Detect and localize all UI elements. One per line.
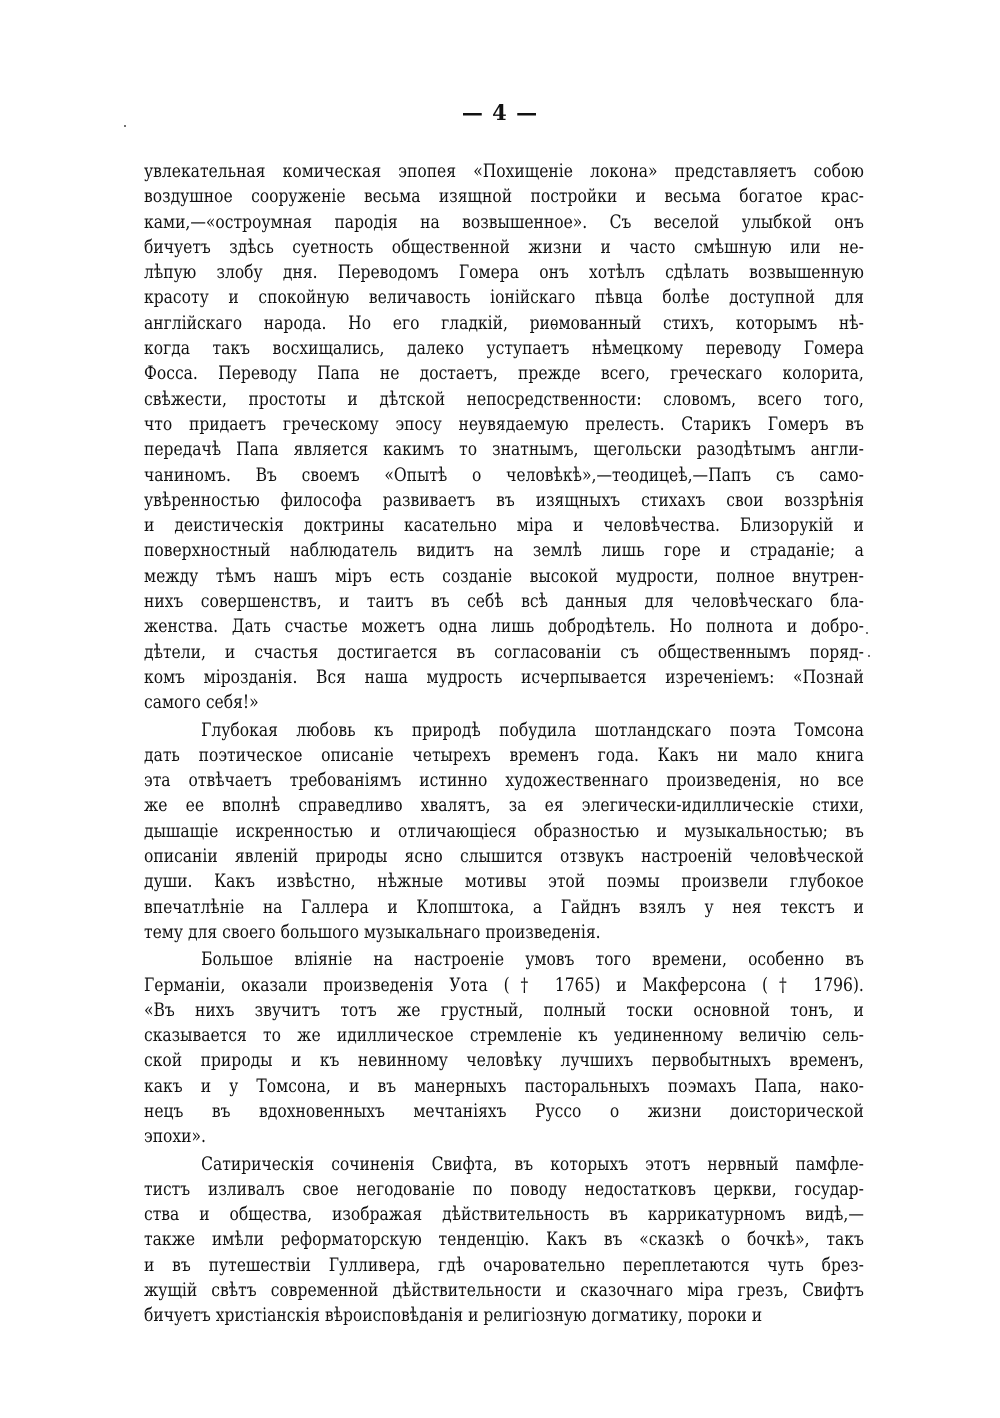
- text-line: красоту и спокойную величавость іонійскаго пѣвца болѣе доступной для: [144, 287, 864, 309]
- text-line: Большое вліяніе на настроеніе умовъ того времени, особенно въ: [201, 949, 864, 971]
- paragraph: [144, 718, 864, 946]
- text-line: ками,—«остроумная пародія на возвышенное». Съ веселой улыбкой онъ: [144, 211, 864, 233]
- text-line: «Въ нихъ звучитъ тотъ же грустный, полный тоски основной тонъ, и: [144, 999, 864, 1021]
- text-line: передачѣ Папа является какимъ то знатнымъ, щегольски разодѣтымъ англи-: [144, 439, 864, 461]
- text-line: сказывается то же идиллическое стремленіе къ уединенному величію сель-: [144, 1025, 864, 1047]
- text-line: самого себя!»: [144, 692, 259, 714]
- text-line: между тѣмъ нашъ міръ есть созданіе высокой мудрости, полное внутрен-: [144, 565, 864, 587]
- text-line: эпохи».: [144, 1126, 206, 1148]
- text-line: и деистическія доктрины касательно міра и человѣчества. Близорукій и: [144, 515, 864, 537]
- text-line: нецъ въ вдохновенныхъ мечтаніяхъ Руссо о жизни доисторической: [144, 1100, 864, 1122]
- text-line: комъ мірозданія. Вся наша мудрость исчерпывается изреченіемъ: «Познай: [144, 666, 864, 688]
- text-line: ской природы и къ невинному человѣку лучшихъ первобытныхъ временъ,: [144, 1050, 864, 1072]
- text-line: увѣренностью философа развиваетъ въ изящныхъ стихахъ свои воззрѣнія: [144, 489, 864, 511]
- page-number: — 4 —: [461, 100, 539, 125]
- text-line: нихъ совершенствъ, и таитъ въ себѣ всѣ данныя для человѣческаго бла-: [144, 591, 864, 613]
- text-block: [144, 159, 864, 1329]
- text-line: ства и общества, изображая дѣйствительность въ каррикатурномъ видѣ,—: [144, 1204, 864, 1226]
- text-line: жущій свѣтъ современной дѣйствительности и сказочнаго міра грезъ, Свифтъ: [144, 1280, 864, 1302]
- text-line: впечатлѣніе на Галлера и Клопштока, а Гайднъ взялъ у нея текстъ и: [144, 896, 864, 918]
- text-line: воздушное сооруженіе весьма изящной постройки и весьма богатое крас-: [144, 186, 864, 208]
- text-line: бичуетъ христіанскія вѣроисповѣданія и религіозную догматику, пороки и: [144, 1305, 763, 1327]
- text-line: какъ и у Томсона, и въ манерныхъ пасторальныхъ поэмахъ Папа, нако-: [144, 1075, 864, 1097]
- text-line: поверхностный наблюдатель видитъ на землѣ лишь горе и страданіе; а: [144, 540, 864, 562]
- text-line: Фосса. Переводу Папа не достаетъ, прежде всего, греческаго колорита,: [144, 363, 864, 385]
- text-line: свѣжести, простоты и дѣтской непосредственности: словомъ, всего того,: [144, 388, 864, 410]
- text-line: тистъ изливалъ свое негодованіе по поводу недостатковъ церкви, государ-: [144, 1178, 864, 1200]
- text-line: также имѣли реформаторскую тенденцію. Какъ въ «сказкѣ о бочкѣ», такъ: [144, 1229, 864, 1251]
- text-line: дышащіе искренностью и отличающіеся образностью и музыкальностью; въ: [144, 820, 864, 842]
- text-line: описаніи явленій природы ясно слышится отзвукъ настроеній человѣческой: [144, 846, 864, 868]
- text-line: же ее вполнѣ справедливо хвалятъ, за ея элегически-идиллическіе стихи,: [144, 795, 864, 817]
- text-line: Глубокая любовь къ природѣ побудила шотландскаго поэта Томсона: [201, 719, 864, 741]
- text-line: бичуетъ здѣсь суетность общественной жизни и часто смѣшную или не-: [144, 236, 864, 258]
- text-line: дать поэтическое описаніе четырехъ временъ года. Какъ ни мало книга: [144, 744, 864, 766]
- print-speck: [124, 125, 126, 127]
- text-line: Германіи, оказали произведенія Уота († 1765) и Макферсона († 1796).: [144, 974, 864, 996]
- text-line: дѣтели, и счастья достигается въ согласованіи съ общественнымъ поряд-: [144, 641, 864, 663]
- text-line: души. Какъ извѣстно, нѣжные мотивы этой поэмы произвели глубокое: [144, 871, 864, 893]
- text-line: женства. Дать счастье можетъ одна лишь добродѣтель. Но полнота и добро-: [144, 616, 864, 638]
- print-speck: [866, 632, 868, 634]
- paragraph: [144, 947, 864, 1149]
- text-line: когда такъ восхищались, далеко уступаетъ нѣмецкому переводу Гомера: [144, 338, 864, 360]
- text-line: лѣпую злобу дня. Переводомъ Гомера онъ хотѣлъ сдѣлать возвышенную: [144, 262, 864, 284]
- text-line: что придаетъ греческому эпосу неувядаемую прелесть. Старикъ Гомеръ въ: [144, 413, 864, 435]
- text-line: англійскаго народа. Но его гладкій, риѳмованный стихъ, которымъ нѣ-: [144, 312, 864, 334]
- paragraph: [144, 159, 864, 716]
- print-speck: [868, 655, 870, 657]
- text-line: тему для своего большого музыкальнаго произведенія.: [144, 921, 601, 943]
- text-line: Сатирическія сочиненія Свифта, въ которыхъ этотъ нервный памфле-: [201, 1153, 864, 1175]
- paragraph: [144, 1152, 864, 1329]
- text-line: чаниномъ. Въ своемъ «Опытѣ о человѣкѣ»,—теодицеѣ,—Папъ съ само-: [144, 464, 864, 486]
- text-line: и въ путешествіи Гулливера, гдѣ очаровательно переплетаются чуть брез-: [144, 1254, 864, 1276]
- text-line: увлекательная комическая эпопея «Похищеніе локона» представляетъ собою: [144, 161, 864, 182]
- text-line: эта отвѣчаетъ требованіямъ истинно художественнаго произведенія, но все: [144, 770, 864, 792]
